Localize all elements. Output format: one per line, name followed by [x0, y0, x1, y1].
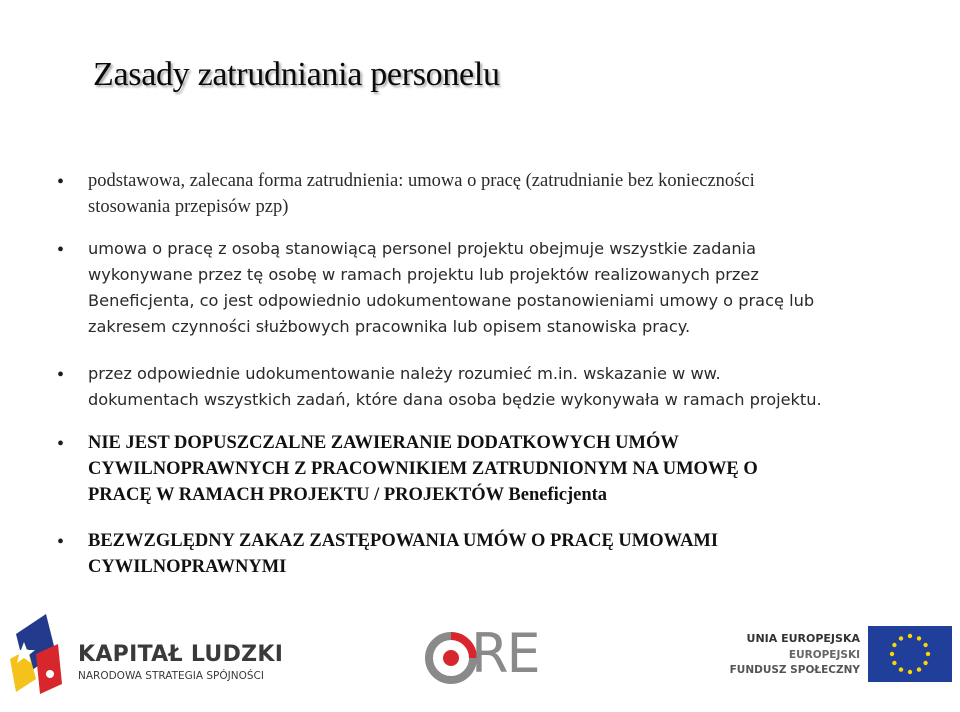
- kapital-ludzki-title: KAPITAŁ LUDZKI: [78, 642, 284, 667]
- eu-logo: [729, 626, 954, 688]
- eu-line-3: FUNDUSZ SPOŁECZNY: [729, 664, 860, 676]
- bullet-5-line-1: BEZWZGLĘDNY ZAKAZ ZASTĘPOWANIA UMÓW O PRACĘ UMOWAMI: [88, 531, 719, 551]
- eu-line-2: EUROPEJSKI: [788, 649, 860, 661]
- bullet-2-line-2: wykonywane przez tę osobę w ramach projektu lub projektów realizowanych przez: [88, 265, 759, 284]
- bullet-item-1: [88, 168, 888, 220]
- kapital-ludzki-subtitle: NARODOWA STRATEGIA SPÓJNOŚCI: [78, 670, 264, 682]
- bullet-item-4: [88, 430, 898, 508]
- bullet-marker: •: [57, 171, 65, 193]
- bullet-marker: •: [57, 364, 65, 386]
- bullet-4-line-3: PRACĘ W RAMACH PROJEKTU / PROJEKTÓW Beneficjenta: [88, 485, 608, 505]
- bullet-marker: •: [57, 531, 65, 553]
- bullet-4-line-1: NIE JEST DOPUSZCZALNE ZAWIERANIE DODATKOWYCH UMÓW: [88, 433, 679, 453]
- kapital-ludzki-logo: [6, 614, 296, 704]
- bullet-marker: •: [57, 239, 65, 261]
- ore-text: RE: [471, 622, 539, 685]
- bullet-3-line-2: dokumentach wszystkich zadań, które dana osoba będzie wykonywała w ramach projektu.: [88, 390, 822, 409]
- bullet-4-line-2: CYWILNOPRAWNYCH Z PRACOWNIKIEM ZATRUDNIONYM NA UMOWĘ O: [88, 459, 758, 479]
- bullet-5-line-2: CYWILNOPRAWNYMI: [88, 557, 287, 577]
- bullet-item-5: [88, 528, 898, 580]
- bullet-2-line-3: Beneficjenta, co jest odpowiednio udokumentowane postanowieniami umowy o pracę lub: [88, 291, 815, 310]
- ore-o-ring-icon: [425, 632, 477, 684]
- bullet-3-line-1: przez odpowiednie udokumentowanie należy rozumieć m.in. wskazanie w ww.: [88, 364, 721, 383]
- bullet-marker: •: [57, 433, 65, 455]
- bullet-1-line-2: stosowania przepisów pzp): [88, 197, 289, 217]
- bullet-2-line-4: zakresem czynności służbowych pracownika lub opisem stanowiska pracy.: [88, 317, 691, 336]
- bullet-1-line-1: podstawowa, zalecana forma zatrudnienia: umowa o pracę (zatrudnianie bez konieczności: [88, 171, 755, 191]
- kapital-ludzki-emblem-icon: [6, 614, 68, 702]
- bullet-item-2: [88, 236, 888, 340]
- slide-title: Zasady zatrudniania personelu: [93, 56, 500, 93]
- ore-logo: [425, 622, 560, 688]
- eu-line-1: UNIA EUROPEJSKA: [746, 632, 860, 645]
- bullet-item-3: [88, 361, 888, 413]
- bullet-2-line-1: umowa o pracę z osobą stanowiącą personel projektu obejmuje wszystkie zadania: [88, 239, 757, 258]
- eu-flag-icon: [868, 626, 952, 682]
